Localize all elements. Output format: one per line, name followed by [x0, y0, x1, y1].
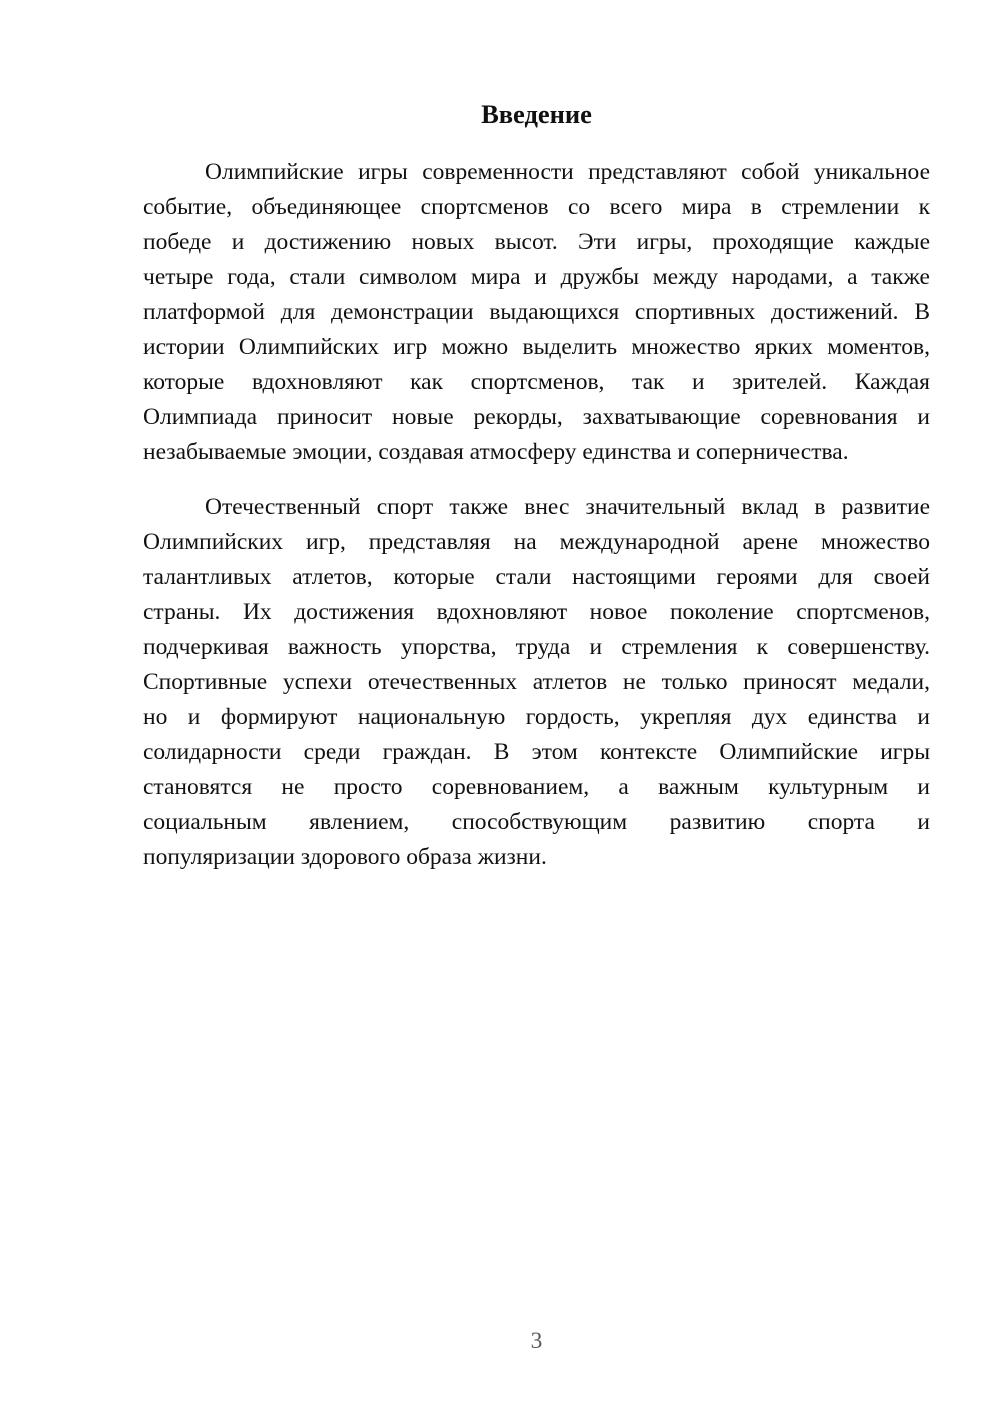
text-line: солидарности среди граждан. В этом контексте Олимпийские игры — [143, 739, 930, 765]
text-line: четыре года, стали символом мира и дружбы между народами, а также — [143, 264, 930, 290]
text-line: Олимпийских игр, представляя на международной арене множество — [143, 529, 930, 555]
text-line: которые вдохновляют как спортсменов, так и зрителей. Каждая — [143, 369, 930, 395]
text-line: талантливых атлетов, которые стали настоящими героями для своей — [143, 564, 930, 590]
text-line: Спортивные успехи отечественных атлетов не только приносят медали, — [143, 669, 930, 695]
page-number: 3 — [530, 1328, 543, 1354]
page-title: Введение — [481, 99, 592, 129]
text-line: платформой для демонстрации выдающихся спортивных достижений. В — [143, 299, 930, 325]
text-line: Отечественный спорт также внес значительный вклад в развитие — [205, 494, 930, 520]
text-line: победе и достижению новых высот. Эти игры, проходящие каждые — [143, 229, 930, 255]
text-line: Олимпийские игры современности представляют собой уникальное — [205, 159, 930, 185]
text-line: истории Олимпийских игр можно выделить множество ярких моментов, — [143, 334, 930, 360]
text-line: социальным явлением, способствующим развитию спорта и — [143, 809, 930, 835]
text-line: подчеркивая важность упорства, труда и стремления к совершенству. — [143, 634, 930, 660]
text-line: событие, объединяющее спортсменов со всего мира в стремлении к — [143, 194, 930, 220]
text-line: незабываемые эмоции, создавая атмосферу единства и соперничества. — [143, 439, 849, 465]
text-line: страны. Их достижения вдохновляют новое поколение спортсменов, — [143, 599, 930, 625]
text-line: Олимпиада приносит новые рекорды, захватывающие соревнования и — [143, 404, 930, 430]
text-line: но и формируют национальную гордость, укрепляя дух единства и — [143, 704, 930, 730]
paragraph — [143, 155, 930, 470]
paragraph — [143, 490, 930, 875]
text-block — [143, 97, 930, 875]
text-line: становятся не просто соревнованием, а важным культурным и — [143, 774, 930, 800]
body-text — [143, 155, 930, 875]
text-line: популяризации здорового образа жизни. — [143, 844, 547, 870]
